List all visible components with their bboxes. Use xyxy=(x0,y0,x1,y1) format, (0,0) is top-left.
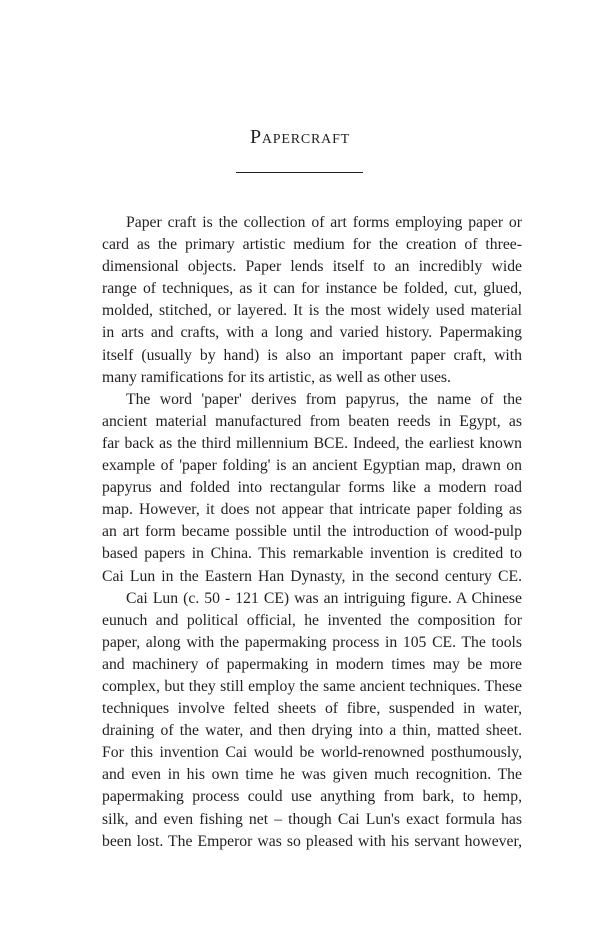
paragraph-3-line-12: been lost. The Emperor was so pleased with his servant however, xyxy=(102,832,522,850)
paragraph-1-line-4: range of techniques, as it can for instance be folded, cut, glued, xyxy=(102,280,522,298)
paragraph-2-line-9: Cai Lun in the Eastern Han Dynasty, in the second century CE. xyxy=(102,567,522,585)
paragraph-2-line-3: far back as the third millennium BCE. Indeed, the earliest known xyxy=(102,434,522,452)
paragraph-3-line-4: and machinery of papermaking in modern times may be more xyxy=(102,655,522,673)
paragraph-3-line-2: eunuch and political official, he invented the composition for xyxy=(102,611,522,629)
paragraph-2-line-7: an art form became possible until the introduction of wood-pulp xyxy=(102,523,522,541)
paragraph-1-line-8: many ramifications for its artistic, as well as other uses. xyxy=(102,368,451,386)
paragraph-3-line-11: silk, and even fishing net – though Cai Lun's exact formula has xyxy=(102,810,522,828)
chapter-title: Papercraft xyxy=(249,126,351,148)
paragraph-1-line-7: itself (usually by hand) is also an important paper craft, with xyxy=(102,346,522,364)
paragraph-3-line-5: complex, but they still employ the same ancient techniques. These xyxy=(102,677,522,695)
paragraph-2-line-4: example of 'paper folding' is an ancient Egyptian map, drawn on xyxy=(102,457,522,475)
paragraph-3-line-8: For this invention Cai would be world-renowned posthumously, xyxy=(102,744,522,762)
paragraph-3-line-3: paper, along with the papermaking process in 105 CE. The tools xyxy=(102,633,522,651)
paragraph-2-line-2: ancient material manufactured from beaten reeds in Egypt, as xyxy=(102,412,522,430)
paragraph-3-line-7: draining of the water, and then drying into a thin, matted sheet. xyxy=(102,722,522,740)
paragraph-1-line-1: Paper craft is the collection of art forms employing paper or xyxy=(126,214,522,231)
paragraph-2-line-8: based papers in China. This remarkable invention is credited to xyxy=(102,545,522,563)
paragraph-2-line-6: map. However, it does not appear that intricate paper folding as xyxy=(102,501,522,519)
paragraph-3-line-1: Cai Lun (c. 50 - 121 CE) was an intriguing figure. A Chinese xyxy=(126,589,522,607)
paragraph-3-line-6: techniques involve felted sheets of fibre, suspended in water, xyxy=(102,700,522,718)
paragraph-1-line-3: dimensional objects. Paper lends itself to an incredibly wide xyxy=(102,258,522,276)
paragraph-3-line-10: papermaking process could use anything from bark, to hemp, xyxy=(102,788,522,806)
body-text xyxy=(102,212,522,853)
paragraph-2-line-1: The word 'paper' derives from papyrus, the name of the xyxy=(126,390,522,408)
paragraph-2-line-5: papyrus and folded into rectangular forms like a modern road xyxy=(102,479,522,497)
paragraph-1-line-5: molded, stitched, or layered. It is the most widely used material xyxy=(102,302,522,320)
paragraph-1-line-2: card as the primary artistic medium for the creation of three- xyxy=(102,236,522,254)
paragraph-1-line-6: in arts and crafts, with a long and varied history. Papermaking xyxy=(102,324,522,342)
title-rule xyxy=(236,172,363,173)
paragraph-3-line-9: and even in his own time he was given much recognition. The xyxy=(102,766,522,784)
